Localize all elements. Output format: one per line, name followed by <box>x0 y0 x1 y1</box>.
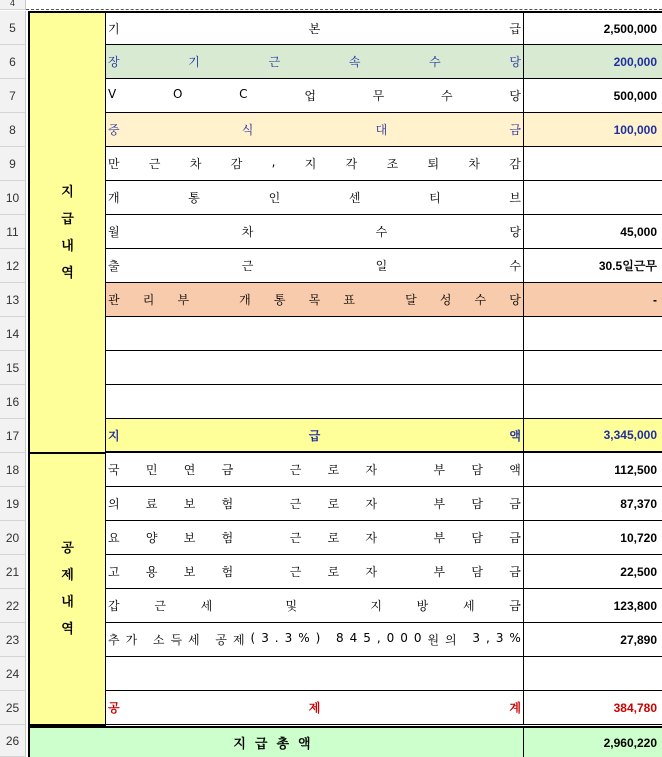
label-char: 부 <box>433 463 446 477</box>
label-char: 담 <box>471 497 483 511</box>
label-char: 보 <box>183 497 196 511</box>
item-label-cell[interactable] <box>106 657 524 691</box>
row-header-13[interactable]: 13 <box>0 283 26 317</box>
item-label-cell[interactable] <box>106 691 524 725</box>
label-char: 민 <box>145 463 158 477</box>
label-char: 감 <box>509 157 521 171</box>
label-char: 통 <box>188 191 200 205</box>
label-char: 보 <box>183 565 196 579</box>
item-value[interactable]: 22,500 <box>524 555 662 589</box>
item-label-cell[interactable] <box>106 419 524 453</box>
item-label <box>108 563 521 580</box>
label-char: 차 <box>189 157 202 171</box>
label-char: 속 <box>348 55 361 69</box>
label-char: 출 <box>108 259 120 273</box>
label-char: 원 <box>427 633 440 647</box>
item-label-cell[interactable] <box>106 249 524 283</box>
label-char: 중 <box>108 123 120 137</box>
label-char: 차 <box>468 157 480 171</box>
label-char: 부 <box>433 497 446 511</box>
label-char: 근 <box>154 599 166 613</box>
item-label <box>108 223 521 240</box>
label-char: 0 <box>413 631 422 645</box>
item-value[interactable]: 3,345,000 <box>524 419 662 453</box>
label-char: 본 <box>308 22 321 36</box>
label-char: 료 <box>145 497 158 511</box>
label-char: 월 <box>108 225 120 239</box>
label-char: 업 <box>304 89 316 103</box>
label-char: 제 <box>232 633 245 647</box>
row-header-7[interactable]: 7 <box>0 79 26 113</box>
label-char: 기 <box>108 22 120 36</box>
label-char: 소 <box>152 633 165 647</box>
row-header-25[interactable]: 25 <box>0 691 26 725</box>
label-char: 공 <box>215 633 227 647</box>
item-label-cell[interactable] <box>106 215 524 249</box>
label-char: 장 <box>108 55 120 69</box>
label-char: 성 <box>439 293 452 307</box>
label-char: V <box>108 87 117 101</box>
label-char: 대 <box>375 123 388 137</box>
item-label-cell[interactable] <box>106 147 524 181</box>
label-char: 자 <box>365 531 378 545</box>
item-label-cell[interactable] <box>106 181 524 215</box>
label-char: 8 <box>336 631 344 645</box>
item-value[interactable]: 123,800 <box>524 589 662 623</box>
grand-total-label: 지급총액 <box>233 737 320 752</box>
item-label-cell[interactable] <box>106 487 524 521</box>
label-char: 만 <box>108 157 120 171</box>
payment-group-char: 내 <box>61 238 74 254</box>
item-value[interactable]: 384,780 <box>524 691 662 725</box>
item-value[interactable]: 87,370 <box>524 487 662 521</box>
item-value[interactable]: - <box>524 283 662 317</box>
item-value[interactable]: 112,500 <box>524 453 662 487</box>
label-char: 금 <box>221 463 234 477</box>
label-char: 목 <box>308 293 321 307</box>
label-char <box>212 291 216 308</box>
label-char <box>403 563 407 580</box>
row-header-19[interactable]: 19 <box>0 487 26 521</box>
label-char: 로 <box>327 531 340 545</box>
item-value[interactable]: 200,000 <box>524 45 662 79</box>
label-char: 수 <box>375 225 388 239</box>
item-label-cell[interactable] <box>106 385 524 419</box>
label-char <box>260 461 264 478</box>
label-char: 통 <box>273 293 286 307</box>
label-char: 감 <box>230 157 243 171</box>
row-header-6[interactable]: 6 <box>0 45 26 79</box>
row-header-9[interactable]: 9 <box>0 147 26 181</box>
label-char: 근 <box>241 259 254 273</box>
label-char: 4 <box>349 631 358 645</box>
row-header-24[interactable]: 24 <box>0 657 26 691</box>
label-char: 보 <box>183 531 196 545</box>
label-char: 근 <box>289 497 302 511</box>
label-char: 각 <box>345 157 358 171</box>
item-label <box>108 121 521 138</box>
label-char: 금 <box>509 123 521 137</box>
row-header-15[interactable]: 15 <box>0 351 26 385</box>
label-char: 자 <box>365 463 378 477</box>
label-char: 센 <box>348 191 361 205</box>
label-char <box>326 631 330 648</box>
item-value[interactable]: 500,000 <box>524 79 662 113</box>
label-char: 용 <box>145 565 158 579</box>
row-header-8[interactable]: 8 <box>0 113 26 147</box>
label-char: 근 <box>148 157 161 171</box>
item-value[interactable]: 100,000 <box>524 113 662 147</box>
label-char <box>403 495 407 512</box>
label-char: 수 <box>474 293 487 307</box>
item-label <box>108 189 521 206</box>
label-char: 의 <box>108 497 120 511</box>
label-char: 연 <box>183 463 196 477</box>
label-char: 담 <box>471 565 483 579</box>
label-char: 지 <box>304 157 317 171</box>
label-char: 근 <box>289 565 302 579</box>
label-char <box>247 597 251 614</box>
label-char: 부 <box>433 531 446 545</box>
label-char <box>463 631 467 648</box>
deduction-group-char: 공 <box>61 541 74 556</box>
deduction-group-char: 역 <box>61 622 74 637</box>
payment-group-label[interactable] <box>28 11 106 454</box>
label-char: 고 <box>108 565 120 579</box>
label-char <box>403 529 407 546</box>
item-label <box>108 495 521 512</box>
item-label-cell[interactable] <box>106 623 524 657</box>
payment-group-char: 급 <box>61 211 74 227</box>
label-char: 액 <box>509 463 521 477</box>
label-char: 금 <box>509 497 521 511</box>
row-header-11[interactable]: 11 <box>0 215 26 249</box>
label-char: 금 <box>509 531 521 545</box>
label-char: ( <box>250 631 256 645</box>
label-char: 관 <box>108 293 120 307</box>
payment-group-char: 지 <box>61 184 74 200</box>
label-char: 브 <box>509 191 521 205</box>
item-value[interactable]: 45,000 <box>524 215 662 249</box>
label-char: 득 <box>170 633 183 647</box>
item-label-cell[interactable] <box>106 453 524 487</box>
item-label <box>108 257 521 274</box>
label-char: 수 <box>509 259 521 273</box>
label-char <box>260 563 264 580</box>
row-header-5[interactable]: 5 <box>0 11 26 45</box>
item-label <box>108 291 521 308</box>
label-char <box>332 597 336 614</box>
label-char: 국 <box>108 463 120 477</box>
label-char: 조 <box>386 157 399 171</box>
label-char: 담 <box>471 463 483 477</box>
label-char: 자 <box>365 497 378 511</box>
label-char: 및 <box>285 599 298 613</box>
item-value[interactable]: 27,890 <box>524 623 662 657</box>
label-char: 추 <box>108 633 120 647</box>
label-char: 무 <box>372 89 385 103</box>
payment-group-char: 역 <box>61 265 74 281</box>
label-char: , <box>376 631 381 645</box>
label-char: 요 <box>108 531 120 545</box>
item-label <box>108 631 521 648</box>
row-header-21[interactable]: 21 <box>0 555 26 589</box>
label-char: 티 <box>429 191 441 205</box>
label-char: C <box>239 87 248 101</box>
item-label <box>108 699 521 716</box>
label-char: , <box>486 631 490 645</box>
label-char: 일 <box>375 259 388 273</box>
label-char: 표 <box>343 293 355 307</box>
label-char: 근 <box>289 463 302 477</box>
item-value[interactable] <box>524 351 662 385</box>
grand-total-value[interactable]: 2,960,220 <box>524 726 662 757</box>
label-char: % <box>509 631 521 645</box>
label-char: 부 <box>177 293 190 307</box>
label-char: 3 <box>261 631 269 645</box>
item-label <box>108 87 521 104</box>
item-label-cell[interactable] <box>106 283 524 317</box>
label-char: 액 <box>509 428 521 443</box>
label-char: 식 <box>241 123 254 137</box>
label-char: , <box>271 155 276 169</box>
label-char: 로 <box>327 497 340 511</box>
item-label <box>108 155 521 172</box>
label-char: 세 <box>188 633 200 647</box>
label-char: ) <box>315 631 321 645</box>
item-value[interactable] <box>524 317 662 351</box>
label-char: 개 <box>239 293 251 307</box>
label-char: 5 <box>363 631 371 645</box>
label-char: 근 <box>289 531 302 545</box>
label-char: 세 <box>462 599 475 613</box>
item-label-cell[interactable] <box>106 79 524 113</box>
label-char: 부 <box>433 565 446 579</box>
item-value[interactable] <box>524 181 662 215</box>
label-char: 기 <box>188 55 200 69</box>
item-value[interactable]: 30.5일근무 <box>524 249 662 283</box>
label-char: 로 <box>327 463 340 477</box>
item-value[interactable] <box>524 657 662 691</box>
label-char: 의 <box>445 633 457 647</box>
label-char <box>378 291 382 308</box>
label-char <box>260 529 264 546</box>
row-header-17[interactable]: 17 <box>0 419 26 453</box>
label-char: 계 <box>509 701 521 715</box>
row-header-16[interactable]: 16 <box>0 385 26 419</box>
row-header-10[interactable]: 10 <box>0 181 26 215</box>
label-char: 개 <box>108 191 120 205</box>
label-char: 지 <box>370 599 382 613</box>
label-char: 금 <box>509 565 521 579</box>
deduction-group-label[interactable] <box>28 454 106 726</box>
label-char: 방 <box>416 599 429 613</box>
label-char: 세 <box>200 599 213 613</box>
label-char: 리 <box>142 293 155 307</box>
label-char: 가 <box>125 633 138 647</box>
label-char: 양 <box>145 531 158 545</box>
item-value[interactable] <box>524 147 662 181</box>
label-char: % <box>298 631 310 645</box>
label-char: 갑 <box>108 599 120 613</box>
deduction-group-char: 내 <box>61 595 74 610</box>
label-char <box>206 631 210 648</box>
item-label <box>108 53 521 70</box>
row-header-18[interactable]: 18 <box>0 453 26 487</box>
row-header-14[interactable]: 14 <box>0 317 26 351</box>
label-char: 차 <box>241 225 254 239</box>
item-value[interactable] <box>524 385 662 419</box>
item-label <box>108 529 521 546</box>
label-char: 인 <box>268 191 281 205</box>
item-label-cell[interactable] <box>106 317 524 351</box>
label-char: 3 <box>284 631 293 645</box>
label-char: O <box>172 87 183 101</box>
label-char: 자 <box>365 565 378 579</box>
grand-total-label-cell[interactable] <box>28 726 524 757</box>
row-header-26[interactable]: 26 <box>0 725 26 757</box>
row-header-4[interactable]: 4 <box>0 0 26 10</box>
label-char: 험 <box>221 497 234 511</box>
item-value[interactable]: 2,500,000 <box>524 11 662 45</box>
label-char: 금 <box>509 599 521 613</box>
item-label-cell[interactable] <box>106 589 524 623</box>
row-header-22[interactable]: 22 <box>0 589 26 623</box>
item-label-cell[interactable] <box>106 351 524 385</box>
label-char: 로 <box>327 565 340 579</box>
label-char: 제 <box>308 701 321 715</box>
item-label <box>108 427 521 444</box>
item-label-cell[interactable] <box>106 521 524 555</box>
item-label <box>108 20 521 37</box>
label-char: 3 <box>472 631 481 645</box>
label-char: 퇴 <box>427 157 440 171</box>
label-char: . <box>274 631 279 645</box>
label-char: 험 <box>221 565 234 579</box>
item-label <box>108 461 521 478</box>
item-label <box>108 597 521 614</box>
label-char <box>403 461 407 478</box>
label-char: 0 <box>386 631 395 645</box>
label-char: 달 <box>405 293 417 307</box>
row-header-23[interactable]: 23 <box>0 623 26 657</box>
label-char: 근 <box>268 55 281 69</box>
label-char: 수 <box>441 89 453 103</box>
item-label-cell[interactable] <box>106 45 524 79</box>
label-char: 당 <box>509 55 521 69</box>
label-char: 당 <box>509 225 521 239</box>
label-char: 급 <box>509 22 521 36</box>
row-header-12[interactable]: 12 <box>0 249 26 283</box>
item-label-cell[interactable] <box>106 113 524 147</box>
label-char: 수 <box>429 55 441 69</box>
label-char: 3 <box>495 631 504 645</box>
label-char: 공 <box>108 701 120 715</box>
label-char: 당 <box>509 89 521 103</box>
label-char: 험 <box>221 531 234 545</box>
label-char: 0 <box>400 631 408 645</box>
item-label-cell[interactable] <box>106 11 524 45</box>
label-char <box>260 495 264 512</box>
label-char: 담 <box>471 531 483 545</box>
deduction-group-char: 제 <box>61 568 74 583</box>
label-char: 당 <box>509 293 521 307</box>
row-header-20[interactable]: 20 <box>0 521 26 555</box>
label-char <box>143 631 147 648</box>
item-value[interactable]: 10,720 <box>524 521 662 555</box>
item-label-cell[interactable] <box>106 555 524 589</box>
label-char: 지 <box>108 428 120 443</box>
label-char: 급 <box>308 428 321 443</box>
